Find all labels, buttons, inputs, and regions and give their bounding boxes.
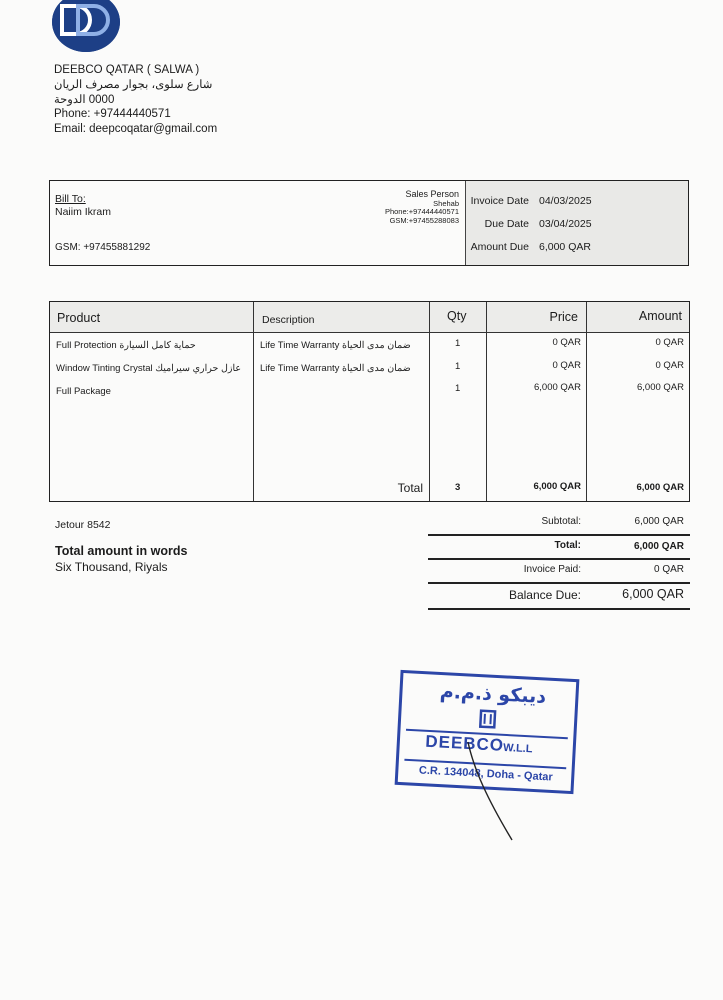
company-info [54,63,217,137]
row2-description: Life Time Warranty ضمان مدى الحياة [260,363,411,374]
subtotal-label: Subtotal: [541,516,581,527]
company-name: DEEBCO QATAR ( SALWA ) [54,64,200,76]
total-label: Total: [554,540,581,551]
signature-stroke [460,740,520,845]
amount-in-words-label: Total amount in words [55,544,188,558]
due-date-value: 03/04/2025 [539,218,592,230]
table-total-qty: 3 [455,482,461,493]
header-product: Product [57,311,101,325]
row1-amount: 0 QAR [655,337,684,348]
row1-description: Life Time Warranty ضمان مدى الحياة [260,340,411,351]
items-table-header [50,302,689,333]
subtotal-value: 6,000 QAR [634,516,684,527]
table-total-price: 6,000 QAR [533,481,581,492]
total-value: 6,000 QAR [633,541,684,552]
bill-to-name: Naiim Ikram [55,206,112,218]
row3-amount: 6,000 QAR [637,382,684,393]
sales-person-phone: Phone:+97444440571 [384,207,459,216]
balance-due-value: 6,000 QAR [622,587,684,601]
invoice-date-label: Invoice Date [470,195,529,207]
row1-qty: 1 [455,338,461,349]
stamp-arabic: ديبكو ذ.م.م [439,680,547,709]
amount-due-value: 6,000 QAR [539,241,591,253]
row1-price: 0 QAR [552,337,581,348]
invoice-paid-value: 0 QAR [653,564,684,575]
invoice-paid-label: Invoice Paid: [523,564,581,575]
sales-person-name: Shehab [433,198,459,208]
sales-person-block [330,190,459,225]
stamp-name: DEEBCO [424,731,505,755]
company-logo [52,0,120,52]
row3-price: 6,000 QAR [534,382,581,393]
bill-to-gsm: GSM: +97455881292 [55,242,151,253]
company-address-line1: شارع سلوى، بجوار مصرف الريان [54,78,213,91]
company-email: Email: deepcoqatar@gmail.com [54,123,218,136]
sales-person-gsm: GSM:+97455288083 [389,215,459,225]
items-table [49,301,690,502]
header-price: Price [549,310,578,324]
balance-due-label: Balance Due: [508,588,581,602]
bill-to-label: Bill To: [55,193,86,205]
row2-amount: 0 QAR [655,360,684,371]
vehicle: Jetour 8542 [55,519,111,531]
due-date-label: Due Date [484,218,529,230]
stamp-suffix: W.L.L [502,741,533,756]
row3-product: Full Package [56,386,111,397]
header-amount: Amount [638,309,682,323]
row2-qty: 1 [455,361,461,372]
stamp-registration: C.R. 134048, Doha - Qatar [418,764,553,784]
company-phone: Phone: +97444440571 [54,108,171,121]
amount-in-words: Six Thousand, Riyals [55,560,168,574]
invoice-date-value: 04/03/2025 [539,195,592,207]
header-description: Description [262,314,315,326]
row3-qty: 1 [455,383,461,394]
amount-due-label: Amount Due [470,241,529,253]
sales-person-label: Sales Person [405,189,459,199]
row1-product: Full Protection حماية كامل السيارة [56,340,196,351]
table-total-amount: 6,000 QAR [636,482,684,493]
header-qty: Qty [447,309,467,323]
row2-product: Window Tinting Crystal عازل حراري سيراميك [56,363,242,374]
company-address-line2: 0000 الدوحة [54,93,115,106]
table-total-label: Total [397,481,423,495]
row2-price: 0 QAR [552,360,581,371]
